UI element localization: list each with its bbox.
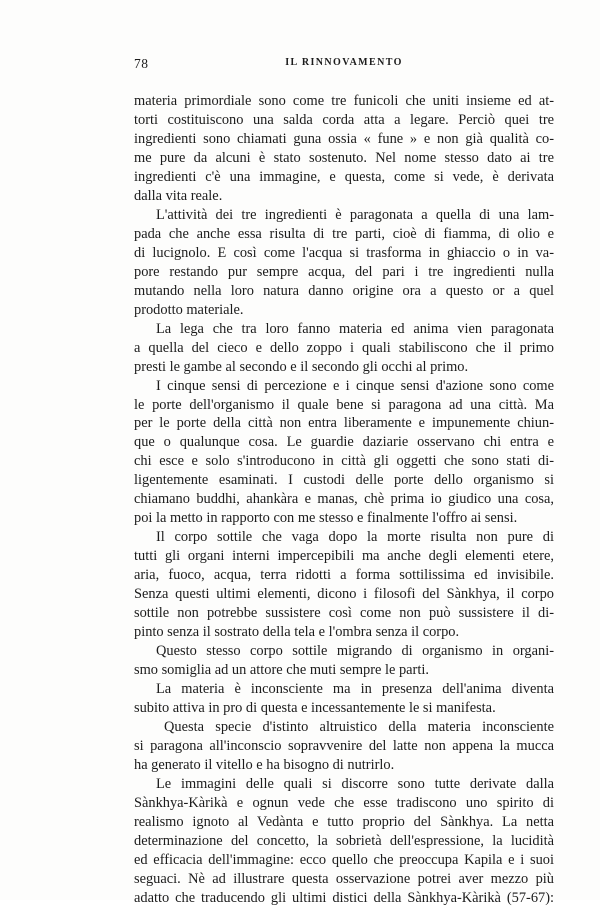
page-number: 78 [134, 56, 149, 71]
text-line: adatto che traducendo gli ultimi distici della Sànkhya-Kàrikà (57-67): [134, 889, 554, 906]
text-line: sottile non potrebbe sussistere così come non può sussistere il di- [134, 605, 554, 622]
text-line: Il corpo sottile che vaga dopo la morte risulta non pure di [156, 529, 554, 546]
text-line: presti le gambe al secondo e il secondo gli occhi al primo. [134, 358, 469, 375]
text-line: mutando nella loro natura danno origine ora a questo or a quel [134, 282, 554, 299]
text-line: que o qualunque cosa. Le guardie daziarie osservano chi entra e [134, 434, 554, 451]
text-line: I cinque sensi di percezione e i cinque sensi d'azione sono come [156, 377, 554, 394]
text-line: determinazione del concetto, la sobrietà dell'espressione, la lucidità [134, 832, 554, 849]
text-line: Le immagini delle quali si discorre sono tutte derivate dalla [156, 775, 554, 792]
text-line: tutti gli organi interni impercepibili ma anche degli elementi etere, [134, 548, 554, 565]
text-line: poi la metto in rapporto con me stesso e finalmente l'offro ai sensi. [134, 510, 518, 527]
text-line: torti costituiscono una salda corda atta a legare. Perciò quei tre [134, 111, 554, 128]
text-line: ha generato il vitello e ha bisogno di nutrirlo. [134, 756, 395, 773]
text-line: smo somiglia ad un attore che muti sempre le parti. [134, 662, 429, 679]
text-line: ligentemente esaminati. I custodi delle porte dello organismo si [134, 472, 554, 489]
running-head: IL RINNOVAMENTO [285, 57, 403, 68]
text-line: le porte dell'organismo il quale bene si paragona ad una città. Ma [134, 396, 554, 413]
text-line: di lucignolo. E così come l'acqua si trasforma in ghiaccio o in va- [134, 244, 554, 261]
text-line: Sànkhya-Kàrikà e ognun vede che esse tradiscono uno spirito di [134, 794, 554, 811]
text-line: pore restando pur sempre acqua, del pari i tre ingredienti nulla [134, 263, 554, 280]
text-line: La lega che tra loro fanno materia ed anima vien paragonata [156, 320, 554, 337]
text-line: materia primordiale sono come tre funicoli che uniti insieme ed at- [134, 93, 554, 109]
text-line: realismo ignoto al Vedànta e tutto proprio del Sànkhya. La netta [134, 813, 554, 830]
text-line: seguaci. Nè ad illustrare questa osservazione potrei aver mezzo più [134, 870, 554, 887]
text-line: ingredienti sono chiamati guna ossia « fune » e non già qualità co- [134, 130, 554, 147]
text-line: ed efficacia dell'immagine: ecco quello che preoccupa Kapila e i suoi [134, 851, 554, 868]
text-line: dalla vita reale. [134, 187, 223, 204]
text-line: si paragona all'inconscio sopravvenire del latte non appena la mucca [134, 737, 554, 754]
text-line: Questo stesso corpo sottile migrando di organismo in organi- [156, 643, 554, 660]
text-line: me pure da alcuni è stato sostenuto. Nel nome stesso dato ai tre [134, 149, 554, 166]
text-line: pada che anche essa risulta di tre parti, cioè di fiamma, di olio e [134, 225, 554, 242]
text-line: prodotto materiale. [134, 301, 244, 318]
text-line: La materia è inconsciente ma in presenza dell'anima diventa [156, 681, 554, 698]
text-line: per le porte della città non entra liberamente e impunemente chiun- [134, 415, 554, 432]
text-line: subito attiva in pro di questa e incessantemente le si manifesta. [134, 700, 496, 716]
body-text [134, 92, 554, 908]
text-line: Questa specie d'istinto altruistico della materia inconsciente [164, 718, 554, 735]
text-line: L'attività dei tre ingredienti è paragonata a quella di una lam- [156, 206, 554, 223]
text-line: chi esce e solo s'introducono in città gli oggetti che sono stati di- [134, 453, 554, 470]
text-line: a quella del cieco e dello zoppo i quali stabiliscono che il primo [134, 339, 554, 356]
text-line: chiamano buddhi, ahankàra e manas, chè prima io giudico una cosa, [134, 491, 554, 508]
text-line: ingredienti c'è una immagine, e questa, come si vede, è derivata [134, 168, 554, 185]
text-line: aria, fuoco, acqua, terra ridotti a forma sottilissima ed invisibile. [134, 567, 554, 584]
text-line: pinto senza il sostrato della tela e l'ombra senza il corpo. [134, 624, 460, 641]
page-header [134, 56, 554, 72]
text-line: Senza questi ultimi elementi, dicono i filosofi del Sànkhya, il corpo [134, 586, 554, 603]
